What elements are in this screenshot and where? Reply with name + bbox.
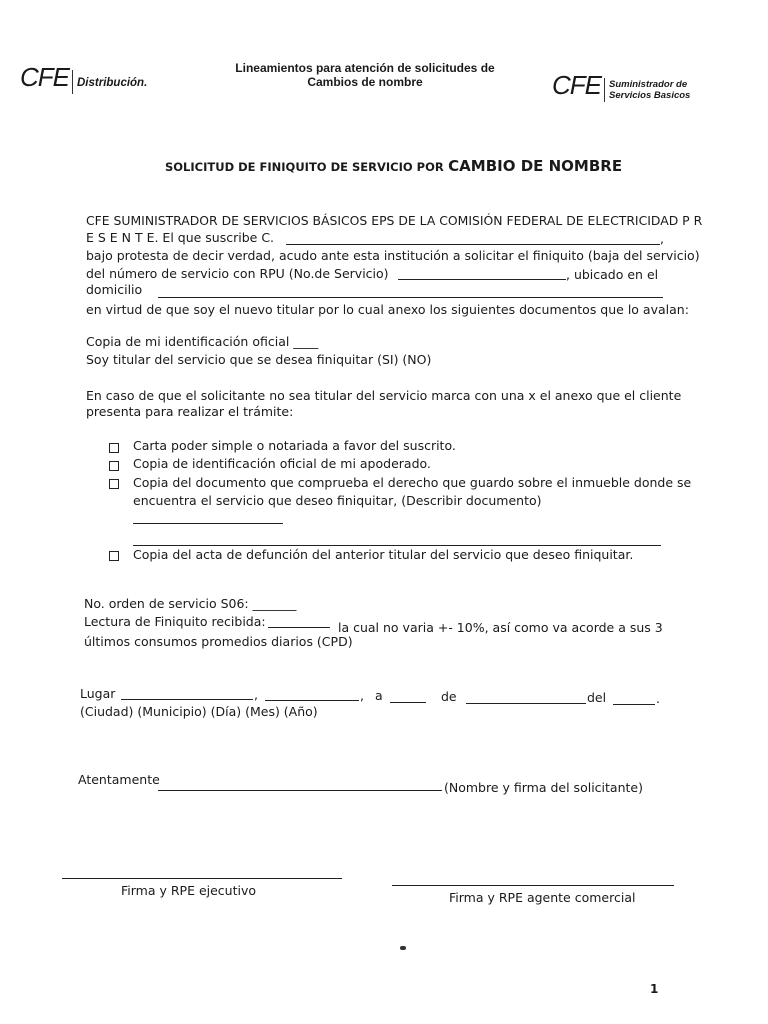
annex-checkbox-2[interactable]	[109, 458, 119, 476]
intro-line-3: bajo protesta de decir verdad, acudo ante esta institución a solicitar el finiquito (baja del servicio)	[86, 248, 700, 263]
reading-line	[268, 627, 330, 628]
right-logo-divider	[604, 78, 605, 102]
de-label: de	[441, 689, 457, 704]
cpd-label: últimos consumos promedios diarios (CPD)	[84, 634, 353, 649]
page-number: 1	[650, 982, 659, 996]
municipio-line	[265, 700, 359, 701]
lugar-comma-2: ,	[360, 688, 364, 703]
lugar-label: Lugar	[80, 686, 116, 701]
annex-item-3: Copia del documento que comprueba el derecho que guardo sobre el inmueble donde se	[133, 475, 692, 490]
atentamente-label: Atentamente	[78, 772, 160, 787]
intro-line-5: domicilio	[86, 282, 143, 297]
agent-signature-line	[392, 885, 674, 886]
order-number-label: No. orden de servicio S06: _______	[84, 596, 297, 611]
describe-document-line-1	[133, 523, 283, 524]
a-label: a	[375, 688, 383, 703]
annex-line-2: presenta para realizar el trámite:	[86, 404, 294, 419]
reading-label: Lectura de Finiquito recibida:	[84, 614, 266, 629]
annex-checkbox-4[interactable]	[109, 548, 119, 566]
document-title-prefix: SOLICITUD DE FINIQUITO DE SERVICIO POR	[165, 160, 444, 174]
annex-item-4: Copia del acta de defunción del anterior titular del servicio que deseo finiquitar.	[133, 547, 634, 562]
right-logo	[552, 70, 690, 102]
annex-item-3-cont: encuentra el servicio que deseo finiquitar, (Describir documento)	[133, 493, 542, 508]
right-logo-label	[609, 79, 690, 101]
suscribe-name-line	[286, 244, 660, 245]
domicilio-line	[158, 297, 663, 298]
ciudad-line	[121, 699, 253, 700]
rpu-line	[398, 279, 566, 280]
lugar-comma-1: ,	[254, 687, 258, 702]
document-title	[165, 157, 622, 176]
intro-line-4-label: del número de servicio con RPU (No.de Servicio)	[86, 266, 389, 281]
mes-line	[466, 703, 586, 704]
place-caption: (Ciudad) (Municipio) (Día) (Mes) (Año)	[80, 704, 318, 719]
annex-item-2: Copia de identificación oficial de mi apoderado.	[133, 456, 431, 471]
agent-signature-caption: Firma y RPE agente comercial	[449, 890, 636, 905]
right-logo-text: CFE	[552, 70, 601, 100]
executive-signature-caption: Firma y RPE ejecutivo	[121, 883, 257, 898]
annex-line-1: En caso de que el solicitante no sea titular del servicio marca con una x el anexo que el cliente	[86, 388, 682, 403]
applicant-signature-line	[158, 790, 442, 791]
left-logo	[20, 62, 147, 94]
left-logo-divider	[72, 70, 73, 94]
del-label: del	[587, 690, 607, 705]
header-title	[210, 61, 520, 89]
annex-checkbox-3[interactable]	[109, 476, 119, 494]
executive-signature-line	[62, 878, 342, 879]
right-logo-label-1: Suministrador de	[609, 78, 688, 90]
date-dot: .	[656, 691, 660, 706]
intro-line-4-end: , ubicado en el	[566, 267, 659, 282]
header-title-line-2: Cambios de nombre	[307, 75, 423, 89]
titular-label: Soy titular del servicio que se desea finiquitar (SI) (NO)	[86, 352, 432, 367]
left-logo-label: Distribución.	[77, 77, 148, 89]
intro-line-1: CFE SUMINISTRADOR DE SERVICIOS BÁSICOS EPS DE LA COMISIÓN FEDERAL DE ELECTRICIDAD P R	[86, 213, 703, 228]
document-title-main: CAMBIO DE NOMBRE	[448, 157, 623, 175]
intro-line-2: E S E N T E. El que suscribe C.	[86, 230, 275, 245]
applicant-signature-caption: (Nombre y firma del solicitante)	[444, 780, 643, 795]
right-logo-label-2: Servicios Basicos	[609, 89, 691, 101]
dia-line	[390, 702, 426, 703]
left-logo-text: CFE	[20, 62, 69, 92]
reading-condition: la cual no varia +- 10%, así como va acorde a sus 3	[338, 620, 663, 635]
ink-mark	[400, 946, 406, 950]
id-copy-label: Copia de mi identificación oficial ____	[86, 334, 319, 349]
anio-line	[613, 704, 655, 705]
intro-line-6: en virtud de que soy el nuevo titular por lo cual anexo los siguientes documentos que lo avalan:	[86, 302, 689, 317]
describe-document-line-2	[133, 545, 661, 546]
annex-item-1: Carta poder simple o notariada a favor del suscrito.	[133, 438, 456, 453]
annex-checkbox-1[interactable]	[109, 440, 119, 458]
header-title-line-1: Lineamientos para atención de solicitudes de	[235, 61, 495, 75]
intro-line-2-end: ,	[660, 231, 664, 246]
